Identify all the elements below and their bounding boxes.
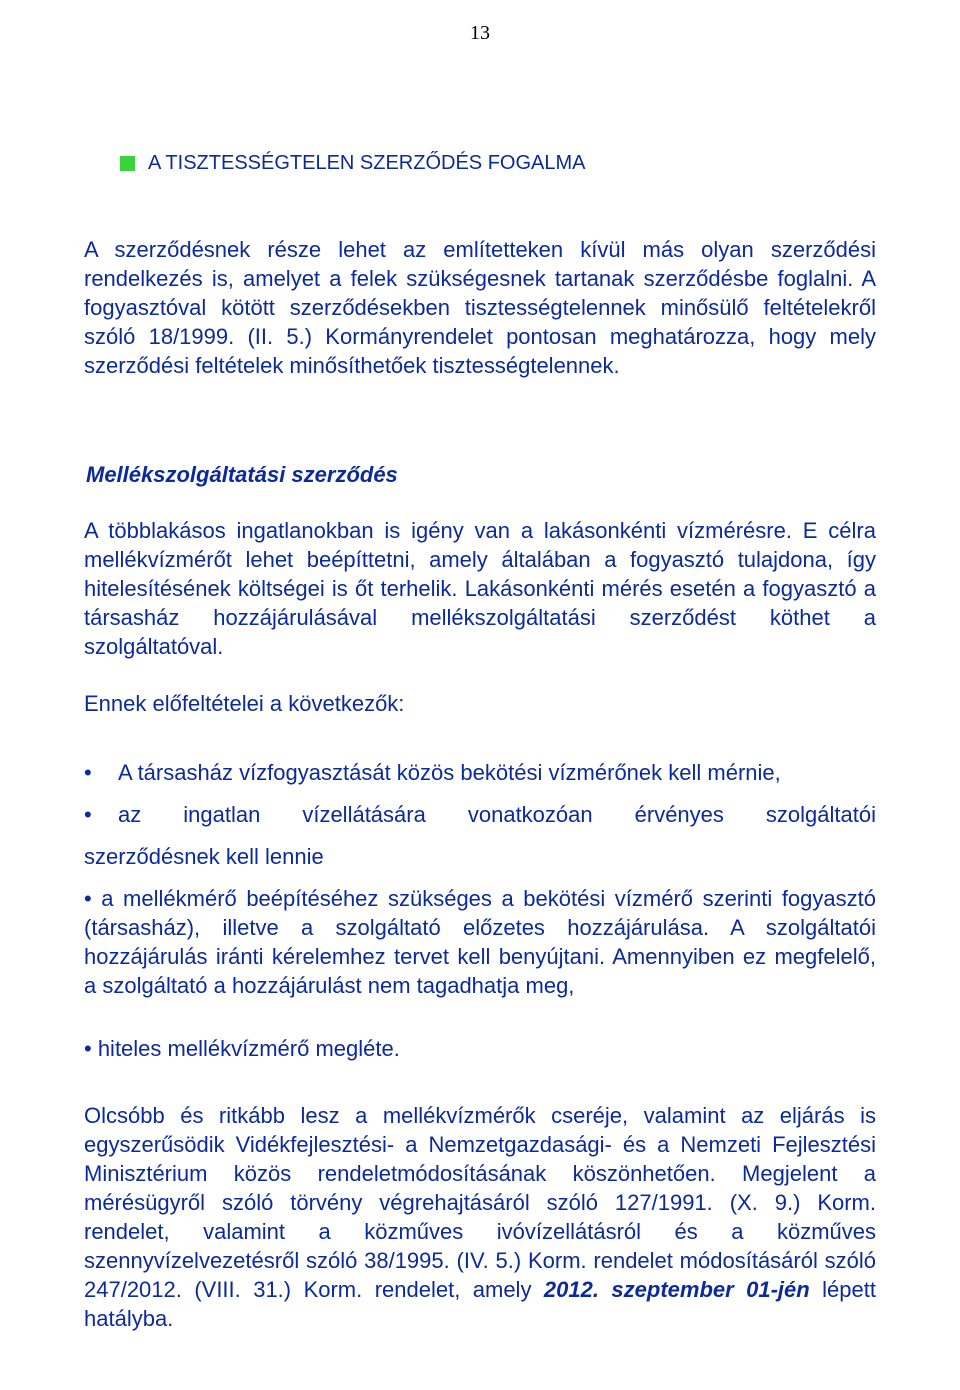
- conditions-intro: Ennek előfeltételei a következők:: [84, 691, 405, 716]
- green-square-bullet-icon: [120, 156, 135, 171]
- bullet-icon: •: [84, 802, 92, 827]
- section-heading: [120, 152, 586, 175]
- subheading: Mellékszolgáltatási szerződés: [86, 462, 398, 487]
- intro-paragraph: A szerződésnek része lehet az említetteken kívül más olyan szerződési rendelkezés is, amelyet a felek szükségesnek tartanak szerződésbe foglalni. A fogyasztóval kötött szerződésekben tisztességtelennek minősülő feltételekről szóló 18/1999. (II. 5.) Kormányrendelet pontosan meghatározza, hogy mely szerződési feltételek minősíthetőek tisztességtelennek.: [84, 237, 876, 378]
- final-paragraph: [84, 1101, 876, 1333]
- list-item: [84, 758, 876, 787]
- list-item: • hiteles mellékvízmérő megléte.: [84, 1036, 400, 1061]
- list-item-continuation: szerződésnek kell lennie: [84, 844, 324, 869]
- service-contract-paragraph: A többlakásos ingatlanokban is igény van a lakásonkénti vízmérésre. E célra mellékvízmérőt lehet beépíttetni, amely általában a fogyasztó tulajdona, így hitelesítésének költségei is őt terhelik. Lakásonkénti mérés esetén a fogyasztó a társasház hozzájárulásával mellékszolgáltatási szerződést köthet a szolgáltatóval.: [84, 518, 876, 659]
- final-paragraph-text: Olcsóbb és ritkább lesz a mellékvízmérők cseréje, valamint az eljárás is egyszerűsödik Vidékfejlesztési- a Nemzetgazdasági- és a Nemzeti Fejlesztési Minisztérium közös rendeletmódosításának köszönhetően. Megjelent a mérésügyről szóló törvény végrehajtásáról szóló 127/1991. (X. 9.) Korm. rendelet, valamint a közműves ivóvízellátásról és a közműves szennyvízelvezetésről szóló 38/1995. (IV. 5.) Korm. rendelet módosításáról szóló 247/2012. (VIII. 31.) Korm. rendelet, amely: [84, 1103, 876, 1302]
- final-paragraph-ending: lépett hatályba.: [84, 1277, 876, 1331]
- list-item: [84, 800, 876, 829]
- list-item-text: az ingatlan vízellátására vonatkozóan érvényes szolgáltatói: [118, 802, 876, 827]
- list-item-text: A társasház vízfogyasztását közös bekötési vízmérőnek kell mérnie,: [118, 760, 781, 785]
- effective-date: 2012. szeptember 01-jén: [543, 1277, 810, 1302]
- section-heading-text: A TISZTESSÉGTELEN SZERZŐDÉS FOGALMA: [148, 152, 586, 174]
- list-item: • a mellékmérő beépítéséhez szükséges a bekötési vízmérő szerinti fogyasztó (társasház), illetve a szolgáltató előzetes hozzájárulása. A szolgáltatói hozzájárulás iránti kérelemhez tervet kell benyújtani. Amennyiben ez megfelelő, a szolgáltató a hozzájárulást nem tagadhatja meg,: [84, 886, 876, 998]
- bullet-icon: •: [84, 760, 92, 785]
- page-number: 13: [470, 22, 490, 44]
